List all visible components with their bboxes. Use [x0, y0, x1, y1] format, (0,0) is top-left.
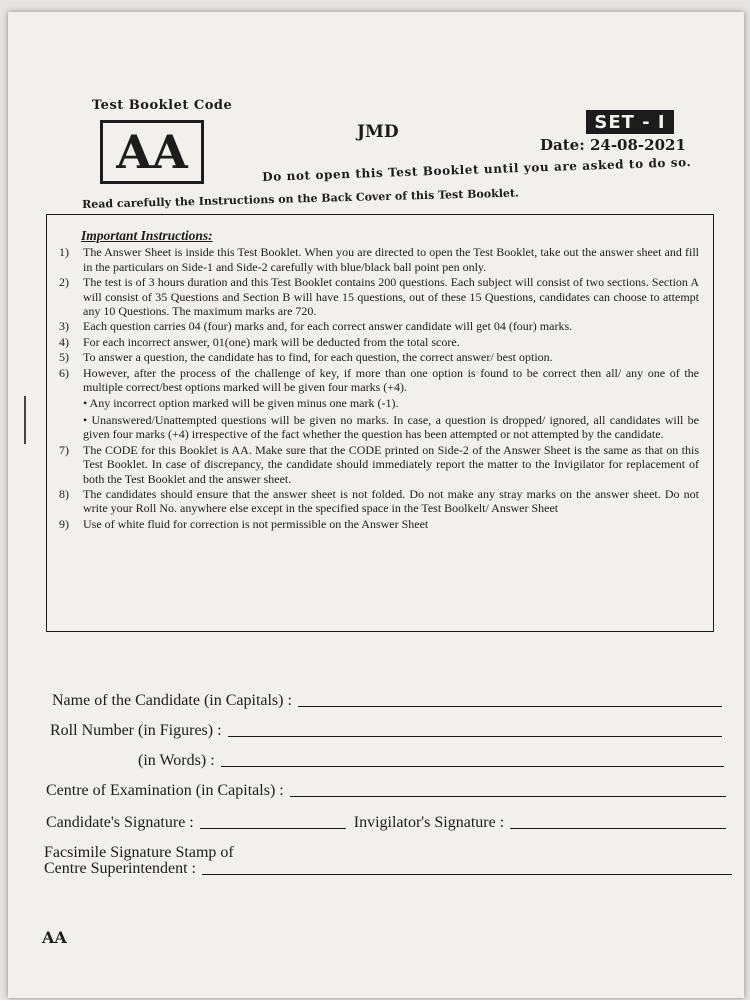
- do-not-open-notice: Do not open this Test Booklet until you are asked to do so.: [262, 155, 692, 184]
- instruction-text: For each incorrect answer, 01(one) mark will be deducted from the total score.: [83, 334, 460, 349]
- instruction-item: [59, 350, 699, 364]
- instruction-item: [59, 487, 699, 516]
- candidate-signature-field[interactable]: [200, 827, 346, 829]
- instruction-number: 6): [59, 365, 69, 380]
- name-label: Name of the Candidate (in Capitals) :: [52, 692, 292, 709]
- exam-date: Date: 24-08-2021: [540, 136, 686, 154]
- instruction-item: [59, 275, 699, 318]
- instruction-item: [59, 517, 699, 531]
- booklet-code-box: AA: [100, 120, 204, 184]
- invigilator-signature-field[interactable]: [510, 827, 726, 829]
- instruction-number: 5): [59, 350, 69, 365]
- centre-field[interactable]: [290, 795, 726, 797]
- instruction-bullet: • Any incorrect option marked will be given minus one mark (-1).: [83, 396, 399, 411]
- instructions-list: [59, 245, 699, 531]
- instruction-text: The test is of 3 hours duration and this Test Booklet contains 200 questions. Each subject will consist of two sections. Section A will consist of 35 Questions and Section B will have 15 questions, out of these 15 Questions, candidates can choose to attempt any 10 Questions. The maximum marks are 720.: [83, 275, 699, 319]
- roll-words-field[interactable]: [221, 765, 724, 767]
- instruction-text: The Answer Sheet is inside this Test Booklet. When you are directed to open the Test Booklet, take out the answer sheet and fill in the particulars on Side-1 and Side-2 carefully with blue/black ball point pen only.: [83, 245, 699, 274]
- roll-figures-label: Roll Number (in Figures) :: [50, 722, 222, 739]
- instruction-number: 3): [59, 319, 69, 334]
- read-carefully-notice: Read carefully the Instructions on the Back Cover of this Test Booklet.: [82, 186, 519, 211]
- roll-figures-field[interactable]: [228, 735, 722, 737]
- instruction-number: 9): [59, 516, 69, 531]
- facsimile-label: Facsimile Signature Stamp of: [44, 844, 234, 861]
- instruction-item: [59, 335, 699, 349]
- instruction-item: [59, 319, 699, 333]
- roll-words-row: [138, 752, 724, 770]
- candidate-signature-label: Candidate's Signature :: [46, 814, 194, 831]
- instruction-item: [59, 366, 699, 442]
- centre-label: Centre of Examination (in Capitals) :: [46, 782, 284, 799]
- instruction-text: [83, 366, 699, 442]
- instructions-box: [46, 214, 714, 632]
- instruction-text: The CODE for this Booklet is AA. Make sure that the CODE printed on Side-2 of the Answer Sheet is the same as that on this Test Booklet. In case of discrepancy, the candidate should immediately report the matter to the Invigilator for replacement of both the Test Booklet and the answer sheet.: [83, 442, 699, 486]
- centre-row: [46, 782, 726, 800]
- set-badge: SET - I: [586, 110, 674, 134]
- invigilator-signature-label: Invigilator's Signature :: [353, 814, 505, 831]
- roll-figures-row: [50, 722, 722, 740]
- roll-words-label: (in Words) :: [138, 752, 215, 769]
- instruction-text: Use of white fluid for correction is not permissible on the Answer Sheet: [83, 516, 429, 531]
- footer-booklet-code: AA: [42, 928, 67, 947]
- instruction-text: To answer a question, the candidate has to find, for each question, the correct answer/ best option.: [83, 350, 553, 365]
- instruction-text-main: However, after the process of the challenge of key, if more than one option is found to be correct then all/ any one of the multiple correct/best options marked will be given four marks (+4).: [83, 365, 699, 395]
- instruction-number: 4): [59, 334, 69, 349]
- signature-row: [46, 814, 726, 832]
- superintendent-label: Centre Superintendent :: [44, 860, 196, 877]
- instructions-title: Important Instructions:: [81, 228, 213, 243]
- instruction-number: 2): [59, 275, 69, 290]
- superintendent-signature-field[interactable]: [202, 873, 732, 875]
- booklet-code-label: Test Booklet Code: [92, 98, 233, 113]
- instruction-number: 1): [59, 245, 69, 260]
- facsimile-row-2: [44, 860, 732, 878]
- name-field[interactable]: [298, 705, 722, 707]
- instruction-text: The candidates should ensure that the answer sheet is not folded. Do not make any stray marks on the answer sheet. Do not write your Roll No. anywhere else except in the specified space in the Test Boolkelt/ Answer Sheet: [83, 486, 699, 516]
- instruction-item: [59, 245, 699, 274]
- binding-mark: [24, 396, 26, 444]
- instruction-item: [59, 443, 699, 486]
- instruction-bullet: • Unanswered/Unattempted questions will be given no marks. In case, a question is dropped/ ignored, all candidates will be given four marks (+4) irrespective of the fact whether the question has been attempted or not attempted by the candidate.: [83, 412, 699, 442]
- instruction-number: 8): [59, 486, 69, 501]
- instruction-number: 7): [59, 442, 69, 457]
- exam-code: JMD: [357, 122, 399, 142]
- name-row: [52, 692, 722, 710]
- instruction-text: Each question carries 04 (four) marks and, for each correct answer candidate will get 04 (four) marks.: [83, 319, 573, 334]
